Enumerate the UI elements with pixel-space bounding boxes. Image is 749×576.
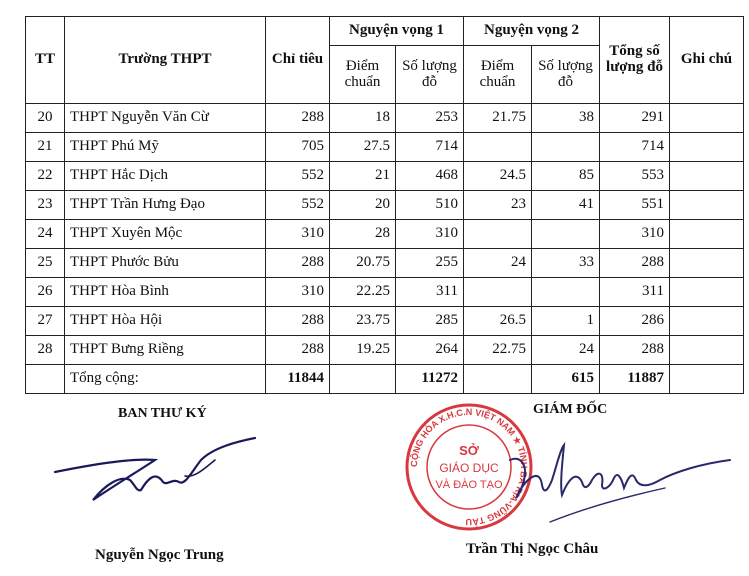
table-row	[26, 220, 744, 249]
cell-p2: 38	[532, 104, 600, 133]
cell-total: 288	[600, 336, 670, 365]
cell-p2: 41	[532, 191, 600, 220]
right-signature-title: GIÁM ĐỐC	[533, 402, 608, 417]
cell-s1: 19.25	[330, 336, 396, 365]
header-nv1: Nguyện vọng 1	[330, 17, 464, 46]
cell-s1: 20.75	[330, 249, 396, 278]
cell-tt: 24	[26, 220, 65, 249]
cell-quota: 288	[266, 104, 330, 133]
totals-p1: 11272	[396, 365, 464, 394]
cell-s2: 24	[464, 249, 532, 278]
totals-s1	[330, 365, 396, 394]
table-row	[26, 191, 744, 220]
cell-s2: 23	[464, 191, 532, 220]
cell-quota: 552	[266, 162, 330, 191]
totals-s2	[464, 365, 532, 394]
cell-quota: 552	[266, 191, 330, 220]
cell-total: 288	[600, 249, 670, 278]
cell-p1: 714	[396, 133, 464, 162]
cell-note	[670, 249, 744, 278]
totals-total: 11887	[600, 365, 670, 394]
cell-p1: 510	[396, 191, 464, 220]
header-nv2-score: Điểm chuẩn	[464, 46, 532, 104]
cell-p2	[532, 220, 600, 249]
cell-quota: 705	[266, 133, 330, 162]
cell-note	[670, 191, 744, 220]
cell-p1: 264	[396, 336, 464, 365]
header-nv2-passed: Số lượng đỗ	[532, 46, 600, 104]
cell-total: 291	[600, 104, 670, 133]
cell-total: 551	[600, 191, 670, 220]
stamp-ring-text: CỘNG HÒA X.H.C.N VIỆT NAM ★ TỈNH BÀ RỊA-VŨNG TÀU	[408, 406, 530, 528]
cell-s1: 21	[330, 162, 396, 191]
cell-p2	[532, 278, 600, 307]
cell-p1: 311	[396, 278, 464, 307]
table-row	[26, 133, 744, 162]
cell-p1: 255	[396, 249, 464, 278]
table-body	[26, 104, 744, 365]
cell-quota: 288	[266, 307, 330, 336]
cell-name: THPT Hòa Bình	[65, 278, 266, 307]
header-school: Trường THPT	[65, 17, 266, 104]
cell-quota: 310	[266, 220, 330, 249]
cell-s1: 18	[330, 104, 396, 133]
cell-total: 311	[600, 278, 670, 307]
cell-tt: 21	[26, 133, 65, 162]
totals-quota: 11844	[266, 365, 330, 394]
header-nv1-score: Điểm chuẩn	[330, 46, 396, 104]
left-signature-name: Nguyễn Ngọc Trung	[95, 547, 224, 563]
cell-s2: 22.75	[464, 336, 532, 365]
cell-p2: 85	[532, 162, 600, 191]
cell-p1: 285	[396, 307, 464, 336]
cell-name: THPT Trần Hưng Đạo	[65, 191, 266, 220]
table-row	[26, 307, 744, 336]
cell-s2	[464, 278, 532, 307]
left-signature-title: BAN THƯ KÝ	[118, 406, 207, 421]
cell-s1: 20	[330, 191, 396, 220]
cell-note	[670, 104, 744, 133]
table-row	[26, 278, 744, 307]
cell-total: 310	[600, 220, 670, 249]
table-row	[26, 104, 744, 133]
cell-note	[670, 162, 744, 191]
cell-name: THPT Hòa Hội	[65, 307, 266, 336]
left-signature-scribble	[45, 430, 265, 520]
totals-row	[26, 365, 744, 394]
cell-name: THPT Bưng Riềng	[65, 336, 266, 365]
stamp-line-1: SỞ	[459, 443, 479, 458]
cell-note	[670, 307, 744, 336]
cell-s2	[464, 220, 532, 249]
header-tt: TT	[26, 17, 65, 104]
cell-quota: 310	[266, 278, 330, 307]
cell-note	[670, 278, 744, 307]
results-table	[25, 16, 744, 394]
cell-name: THPT Phước Bửu	[65, 249, 266, 278]
cell-p2: 33	[532, 249, 600, 278]
cell-s2	[464, 133, 532, 162]
cell-tt: 20	[26, 104, 65, 133]
totals-tt	[26, 365, 65, 394]
cell-tt: 25	[26, 249, 65, 278]
right-signature-scribble	[490, 430, 740, 530]
right-signature-name: Trần Thị Ngọc Châu	[466, 541, 599, 557]
cell-tt: 23	[26, 191, 65, 220]
table-row	[26, 162, 744, 191]
cell-total: 286	[600, 307, 670, 336]
cell-p2	[532, 133, 600, 162]
cell-s2: 21.75	[464, 104, 532, 133]
cell-p1: 253	[396, 104, 464, 133]
cell-tt: 27	[26, 307, 65, 336]
stamp-line-2: GIÁO DỤC	[439, 461, 499, 475]
totals-label: Tổng cộng:	[65, 365, 266, 394]
cell-s2: 26.5	[464, 307, 532, 336]
cell-tt: 28	[26, 336, 65, 365]
header-quota: Chỉ tiêu	[266, 17, 330, 104]
cell-s2: 24.5	[464, 162, 532, 191]
cell-p2: 1	[532, 307, 600, 336]
header-total: Tổng số lượng đỗ	[600, 17, 670, 104]
header-nv1-passed: Số lượng đỗ	[396, 46, 464, 104]
cell-note	[670, 336, 744, 365]
cell-note	[670, 133, 744, 162]
table-row	[26, 336, 744, 365]
cell-s1: 28	[330, 220, 396, 249]
cell-name: THPT Hắc Dịch	[65, 162, 266, 191]
cell-quota: 288	[266, 249, 330, 278]
cell-s1: 27.5	[330, 133, 396, 162]
cell-s1: 23.75	[330, 307, 396, 336]
header-nv2: Nguyện vọng 2	[464, 17, 600, 46]
cell-total: 553	[600, 162, 670, 191]
cell-name: THPT Xuyên Mộc	[65, 220, 266, 249]
cell-s1: 22.25	[330, 278, 396, 307]
cell-p1: 468	[396, 162, 464, 191]
cell-note	[670, 220, 744, 249]
cell-tt: 26	[26, 278, 65, 307]
cell-p2: 24	[532, 336, 600, 365]
totals-p2: 615	[532, 365, 600, 394]
cell-quota: 288	[266, 336, 330, 365]
cell-name: THPT Phú Mỹ	[65, 133, 266, 162]
cell-name: THPT Nguyễn Văn Cừ	[65, 104, 266, 133]
totals-note	[670, 365, 744, 394]
cell-total: 714	[600, 133, 670, 162]
cell-p1: 310	[396, 220, 464, 249]
stamp-line-3: VÀ ĐÀO TẠO	[435, 479, 503, 491]
table-row	[26, 249, 744, 278]
header-note: Ghi chú	[670, 17, 744, 104]
cell-tt: 22	[26, 162, 65, 191]
